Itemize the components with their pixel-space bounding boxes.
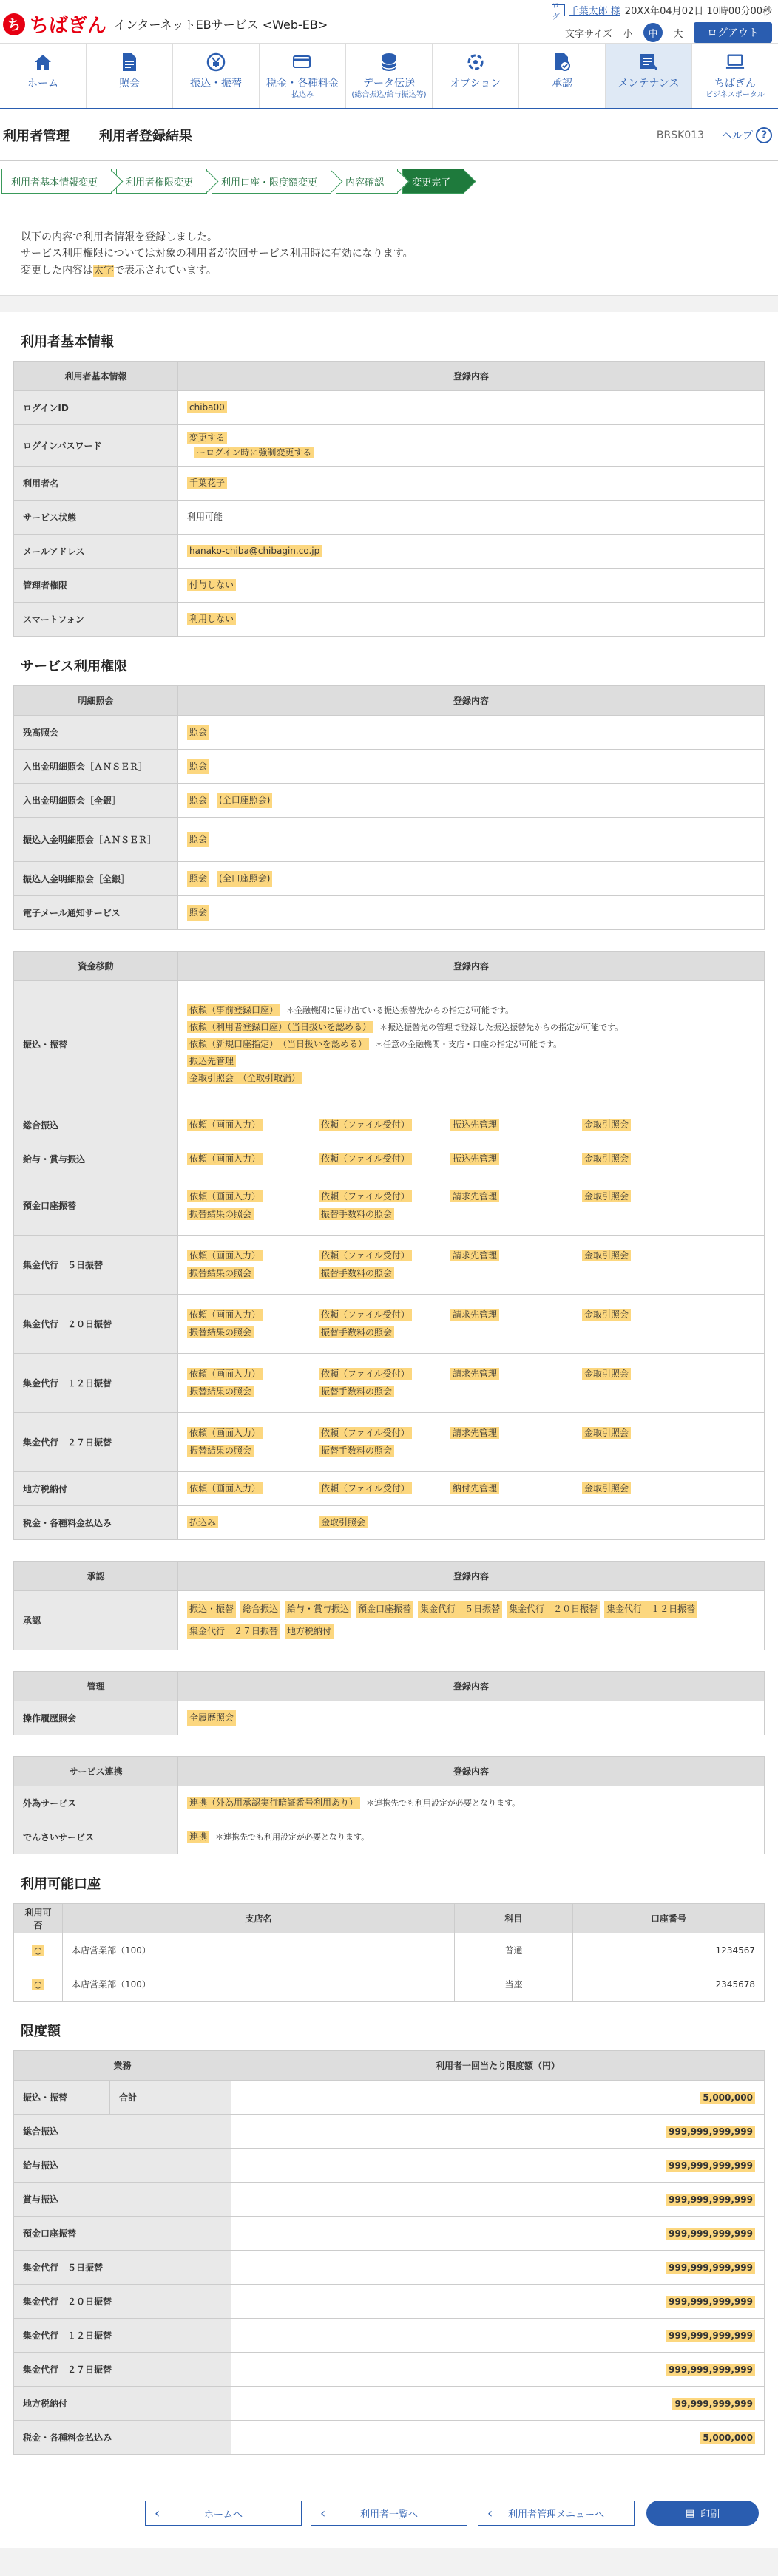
table-row (14, 716, 765, 750)
permission-item: 依頼（画面入力） (187, 1119, 263, 1131)
database-icon (379, 52, 399, 72)
permission-item: 預金口座振替 (356, 1601, 413, 1617)
column-header: 利用者基本情報 (14, 362, 178, 391)
permission-item: 振替手数料の照会 (319, 1445, 394, 1457)
table-row (14, 2251, 765, 2285)
maintenance-icon (639, 52, 658, 72)
field-value: chiba00 (187, 401, 227, 413)
table-row (14, 2183, 765, 2217)
field-label: 振込入金明細照会［全銀］ (14, 862, 178, 896)
permission-item: 請求先管理 (450, 1427, 499, 1439)
limit-value: 999,999,999,999 (666, 2194, 755, 2206)
permission-item: 請求先管理 (450, 1250, 499, 1261)
limit-value: 999,999,999,999 (666, 2160, 755, 2172)
table-row (14, 818, 765, 862)
permission-item: 振替結果の照会 (187, 1386, 254, 1397)
limits-table (13, 2050, 765, 2455)
permission-item: 照会 (187, 905, 209, 921)
nav-item-yen-circle[interactable] (173, 44, 260, 108)
table-row (14, 569, 765, 603)
login-datetime: 20XX年04月02日 10時00分00秒 (624, 6, 772, 17)
notice-line: サービス利用権限については対象の利用者が次回サービス利用時に有効になります。 (21, 248, 413, 260)
permission-item: 振込先管理 (187, 1055, 236, 1067)
brand-name: ちばぎん (30, 15, 107, 37)
table-row (14, 535, 765, 569)
column-header: 登録内容 (178, 952, 765, 981)
account-kind: 当座 (455, 1967, 573, 2002)
table-row (14, 1472, 765, 1506)
permission-note: ＊連携先でも利用設定が必要となります。 (215, 1832, 370, 1843)
column-header: 科目 (455, 1904, 573, 1933)
table-row (14, 1295, 765, 1354)
permission-item: 振込先管理 (450, 1119, 499, 1131)
permission-item: 振替手数料の照会 (319, 1208, 394, 1220)
laptop-icon (725, 52, 745, 72)
permission-item: 依頼（ファイル受付） (319, 1250, 412, 1261)
table-row (14, 501, 765, 535)
table-row (14, 1176, 765, 1236)
inquiry-permission-table (13, 685, 765, 930)
permission-item: 依頼（利用者登録口座）（当日扱いを認める） (187, 1021, 373, 1033)
permission-item: 金取引照会 (582, 1368, 631, 1380)
table-row (14, 2081, 765, 2115)
field-label: でんさいサービス (14, 1820, 178, 1854)
field-label: 集金代行 １２日振替 (14, 1354, 178, 1413)
basic-info-table (13, 361, 765, 637)
field-label: ログインパスワード (14, 425, 178, 467)
table-row (14, 2353, 765, 2387)
permission-item: 依頼（ファイル受付） (319, 1153, 412, 1165)
permission-item: 依頼（画面入力） (187, 1368, 263, 1380)
limit-value: 999,999,999,999 (666, 2262, 755, 2274)
table-row (14, 1506, 765, 1540)
section-title: 利用者管理 (3, 128, 70, 144)
field-label: スマートフォン (14, 603, 178, 637)
nav-label: 照会 (119, 78, 140, 89)
table-row (14, 2149, 765, 2183)
field-label: 総合振込 (14, 1108, 178, 1142)
footer-buttons (0, 2481, 778, 2548)
branch-name: 本店営業部（100） (63, 1967, 455, 2002)
limit-label: 給与振込 (14, 2149, 231, 2183)
basic-info-title: 利用者基本情報 (21, 334, 114, 350)
limit-label: 集金代行 ２７日振替 (14, 2353, 231, 2387)
table-row (14, 1142, 765, 1176)
permission-item: 振替結果の照会 (187, 1208, 254, 1220)
nav-sublabel: ビジネスポータル (706, 90, 765, 99)
home-icon (33, 52, 53, 72)
font-size-medium[interactable]: 中 (643, 23, 663, 42)
permission-item: 照会 (187, 759, 209, 774)
limit-label: 税金・各種料金払込み (14, 2421, 231, 2455)
permission-item: 払込み (187, 1516, 218, 1528)
top-header (0, 0, 778, 43)
limits-title: 限度額 (21, 2024, 61, 2040)
permission-item: 金取引照会 (582, 1482, 631, 1494)
column-header: 管理 (14, 1672, 178, 1701)
field-label: 集金代行 ５日振替 (14, 1236, 178, 1295)
table-row (14, 2217, 765, 2251)
permission-item: 振替結果の照会 (187, 1445, 254, 1457)
permission-item: 依頼（画面入力） (187, 1482, 263, 1494)
nav-label: ちばぎん (714, 78, 756, 89)
permission-item: 照会 (187, 725, 209, 740)
column-header: 登録内容 (178, 1562, 765, 1591)
progress-steps (1, 169, 778, 194)
permission-item: 振替手数料の照会 (319, 1267, 394, 1279)
permission-item: 振替手数料の照会 (319, 1326, 394, 1338)
column-header: 業務 (14, 2051, 231, 2081)
permission-item: 集金代行 ２７日振替 (187, 1624, 280, 1639)
limit-value: 999,999,999,999 (666, 2228, 755, 2240)
nav-label: オプション (450, 78, 501, 89)
field-label: 入出金明細照会［全銀］ (14, 784, 178, 818)
permission-item: 依頼（事前登録口座） (187, 1004, 280, 1016)
column-header: 資金移動 (14, 952, 178, 981)
nav-label: 承認 (552, 78, 572, 89)
column-header: 支店名 (63, 1904, 455, 1933)
table-row (14, 467, 765, 501)
nav-item-home[interactable] (0, 44, 87, 108)
screen-code: BRSK013 (656, 129, 704, 141)
limit-sublabel: 合計 (110, 2081, 231, 2115)
column-header: サービス連携 (14, 1757, 178, 1786)
column-header: 登録内容 (178, 1672, 765, 1701)
permission-item: 請求先管理 (450, 1190, 499, 1202)
option-icon (466, 52, 485, 72)
permission-item: 全履歴照会 (187, 1710, 236, 1726)
nav-label: データ伝送 (363, 78, 415, 89)
nav-sublabel: (総合振込/給与振込等) (351, 90, 427, 99)
permission-item: 給与・賞与振込 (285, 1601, 351, 1617)
field-label: 給与・賞与振込 (14, 1142, 178, 1176)
column-header: 利用者一回当たり限度額（円） (231, 2051, 765, 2081)
account-number: 2345678 (573, 1967, 765, 2002)
permission-item: 金取引照会 (582, 1153, 631, 1165)
table-row (14, 2285, 765, 2319)
help-label: ヘルプ (722, 129, 753, 142)
branch-name: 本店営業部（100） (63, 1933, 455, 1967)
limit-label: 預金口座振替 (14, 2217, 231, 2251)
help-icon: ? (756, 127, 772, 143)
permission-item: 照会 (187, 793, 209, 808)
limit-value: 5,000,000 (700, 2092, 755, 2104)
table-row (14, 391, 765, 425)
nav-item-database[interactable] (346, 44, 433, 108)
result-content (0, 312, 778, 2481)
permission-item: 金取引照会 (582, 1119, 631, 1131)
permission-item: 連携 (187, 1831, 209, 1843)
limit-label: 賞与振込 (14, 2183, 231, 2217)
field-label: サービス状態 (14, 501, 178, 535)
permission-item: 振替手数料の照会 (319, 1386, 394, 1397)
field-subvalue: ーログイン時に強制変更する (194, 447, 314, 458)
nav-item-laptop[interactable] (692, 44, 778, 108)
column-header: 登録内容 (178, 1757, 765, 1786)
table-row (14, 1413, 765, 1472)
limit-label: 地方税納付 (14, 2387, 231, 2421)
font-size-large[interactable]: 大 (673, 28, 683, 40)
limit-value: 999,999,999,999 (666, 2296, 755, 2308)
permission-note: ＊振込振替先の管理で登録した振込振替先からの指定が可能です。 (379, 1022, 623, 1032)
permission-item: 振替結果の照会 (187, 1267, 254, 1279)
field-label: 税金・各種料金払込み (14, 1506, 178, 1540)
table-row (14, 1108, 765, 1142)
limit-value: 5,000,000 (700, 2432, 755, 2444)
account-number: 1234567 (573, 1933, 765, 1967)
field-label: ログインID (14, 391, 178, 425)
nav-item-maintenance[interactable] (606, 44, 692, 108)
nav-label: 振込・振替 (190, 78, 242, 89)
table-row (14, 2319, 765, 2353)
user-menu-button[interactable]: ‹ 利用者管理メニューへ (478, 2501, 635, 2526)
field-label: メールアドレス (14, 535, 178, 569)
payment-card-icon (293, 52, 312, 72)
field-value: 利用可能 (187, 512, 223, 523)
user-icon: ログ (552, 4, 565, 16)
help-link[interactable] (722, 127, 772, 143)
permission-item: 振込・振替 (187, 1601, 236, 1617)
nav-item-approve[interactable] (519, 44, 606, 108)
admin-permission-table (13, 1671, 765, 1735)
field-label: 操作履歴照会 (14, 1701, 178, 1735)
result-notice (0, 210, 778, 296)
permission-item: 照会 (187, 832, 209, 847)
table-row (14, 896, 765, 930)
font-size-switcher (565, 22, 772, 43)
account-kind: 普通 (455, 1933, 573, 1967)
table-row (14, 2115, 765, 2149)
home-button[interactable]: ‹ ホームへ (145, 2501, 302, 2526)
permission-item: 金取引照会 (319, 1516, 368, 1528)
nav-sublabel: 払込み (291, 90, 314, 99)
table-row (14, 2421, 765, 2455)
printer-icon: ▤ (685, 2507, 695, 2519)
limit-value: 99,999,999,999 (672, 2398, 755, 2410)
page-title: 利用者登録結果 (99, 128, 192, 144)
table-row (14, 1933, 765, 1967)
permission-item: 照会 (187, 871, 209, 887)
permission-item: 総合振込 (240, 1601, 280, 1617)
user-name-link[interactable]: 千葉太郎 様 (569, 6, 620, 17)
step-5: 変更完了 (402, 169, 464, 194)
column-header: 登録内容 (178, 686, 765, 716)
field-value: 変更する (187, 432, 227, 444)
permission-item: 金取引照会 (582, 1427, 631, 1439)
logout-button[interactable]: ログアウト (694, 22, 772, 43)
notice-line: 変更した内容は太字で表示されています。 (21, 264, 217, 277)
field-label: 集金代行 ２７日振替 (14, 1413, 178, 1472)
yen-circle-icon (206, 52, 226, 72)
user-info (552, 1, 772, 21)
limit-label: 振込・振替 (14, 2081, 110, 2115)
permission-item: 納付先管理 (450, 1482, 499, 1494)
permission-item: 金取引照会 (582, 1250, 631, 1261)
permission-item: (全口座照会) (217, 793, 272, 808)
field-label: 振込入金明細照会［ＡＮＳＥＲ］ (14, 818, 178, 862)
field-value: 千葉花子 (187, 477, 227, 489)
table-row (14, 603, 765, 637)
permission-item: 依頼（画面入力） (187, 1427, 263, 1439)
nav-label: 税金・各種料金 (266, 78, 339, 89)
global-navigation (0, 43, 778, 109)
table-row (14, 425, 765, 467)
user-list-button[interactable]: ‹ 利用者一覧へ (311, 2501, 467, 2526)
service-link-table (13, 1756, 765, 1854)
service-permission-title: サービス利用権限 (21, 659, 127, 675)
permission-item: 集金代行 ５日振替 (418, 1601, 502, 1617)
print-button[interactable]: ▤ 印刷 (646, 2501, 759, 2526)
permission-item: 依頼（画面入力） (187, 1309, 263, 1321)
field-label: 預金口座振替 (14, 1176, 178, 1236)
step-2: 利用者権限変更 (116, 169, 207, 194)
permission-item: 集金代行 １２日振替 (604, 1601, 697, 1617)
permission-item: 請求先管理 (450, 1368, 499, 1380)
permission-note: ＊任意の金融機関・支店・口座の指定が可能です。 (375, 1040, 562, 1050)
table-row (14, 1820, 765, 1854)
permission-item: 依頼（画面入力） (187, 1250, 263, 1261)
permission-item: 依頼（ファイル受付） (319, 1309, 412, 1321)
bold-sample: 太字 (93, 264, 114, 277)
permission-item: 依頼（画面入力） (187, 1153, 263, 1165)
table-row (14, 1591, 765, 1650)
limit-label: 集金代行 １２日振替 (14, 2319, 231, 2353)
field-value: 付与しない (187, 579, 236, 591)
limit-label: 集金代行 ２０日振替 (14, 2285, 231, 2319)
limit-value: 999,999,999,999 (666, 2330, 755, 2342)
table-row (14, 1701, 765, 1735)
page-header (0, 109, 778, 161)
nav-item-option[interactable] (433, 44, 519, 108)
field-label: 入出金明細照会［ＡＮＳＥＲ］ (14, 750, 178, 784)
table-row (14, 981, 765, 1108)
field-label: 外為サービス (14, 1786, 178, 1820)
permission-item: 依頼（ファイル受付） (319, 1427, 412, 1439)
field-label: 地方税納付 (14, 1472, 178, 1506)
limit-value: 999,999,999,999 (666, 2364, 755, 2376)
table-row (14, 2387, 765, 2421)
accounts-table (13, 1903, 765, 2002)
permission-item: 依頼（ファイル受付） (319, 1190, 412, 1202)
nav-label: メンテナンス (618, 78, 680, 89)
limit-label: 集金代行 ５日振替 (14, 2251, 231, 2285)
accounts-title: 利用可能口座 (21, 1877, 101, 1893)
permission-item: 請求先管理 (450, 1309, 499, 1321)
permission-item: 集金代行 ２０日振替 (507, 1601, 600, 1617)
nav-label: ホーム (27, 78, 58, 89)
transfer-permission-table (13, 951, 765, 1540)
permission-note: ＊連携先でも利用設定が必要となります。 (366, 1798, 521, 1809)
permission-item: 振替結果の照会 (187, 1326, 254, 1338)
table-row (14, 1967, 765, 2002)
font-size-label: 文字サイズ (565, 28, 612, 40)
permission-item: 金取引照会 （全取引取消） (187, 1072, 302, 1084)
permission-item: 金取引照会 (582, 1190, 631, 1202)
field-label: 振込・振替 (14, 981, 178, 1108)
field-label: 電子メール通知サービス (14, 896, 178, 930)
field-label: 利用者名 (14, 467, 178, 501)
field-label: 承認 (14, 1591, 178, 1650)
column-header: 明細照会 (14, 686, 178, 716)
field-value: hanako-chiba@chibagin.co.jp (187, 545, 322, 557)
field-label: 残高照会 (14, 716, 178, 750)
permission-item: 依頼（ファイル受付） (319, 1368, 412, 1380)
permission-item: 依頼（ファイル受付） (319, 1119, 412, 1131)
nav-item-document[interactable] (87, 44, 173, 108)
permission-item: 依頼（ファイル受付） (319, 1482, 412, 1494)
permission-item: 金取引照会 (582, 1309, 631, 1321)
available-flag: ○ (32, 1979, 44, 1990)
logo-mark-icon: ち (3, 13, 25, 35)
permission-note: ＊金融機関に届け出ている振込振替先からの指定が可能です。 (286, 1005, 514, 1015)
notice-line: 以下の内容で利用者情報を登録しました。 (21, 231, 217, 243)
column-header: 口座番号 (573, 1904, 765, 1933)
limit-label: 総合振込 (14, 2115, 231, 2149)
table-row (14, 784, 765, 818)
nav-item-payment-card[interactable] (260, 44, 346, 108)
table-row (14, 1236, 765, 1295)
available-flag: ○ (32, 1945, 44, 1956)
approve-icon (552, 52, 572, 72)
column-header: 承認 (14, 1562, 178, 1591)
document-icon (120, 52, 139, 72)
approval-permission-table (13, 1561, 765, 1650)
field-label: 集金代行 ２０日振替 (14, 1295, 178, 1354)
table-row (14, 750, 765, 784)
permission-item: 振込先管理 (450, 1153, 499, 1165)
table-row (14, 1786, 765, 1820)
field-value: 利用しない (187, 613, 236, 625)
step-3: 利用口座・限度額変更 (212, 169, 331, 194)
limit-value: 999,999,999,999 (666, 2126, 755, 2138)
column-header: 利用可否 (14, 1904, 63, 1933)
bank-logo[interactable] (3, 10, 328, 38)
permission-item: 地方税納付 (285, 1624, 334, 1639)
main-area (0, 210, 778, 2576)
table-row (14, 1354, 765, 1413)
table-row (14, 862, 765, 896)
service-name: インターネットEBサービス <Web-EB> (114, 18, 328, 32)
permission-item: 連携（外為用承認実行暗証番号利用あり） (187, 1797, 360, 1809)
field-label: 管理者権限 (14, 569, 178, 603)
step-1: 利用者基本情報変更 (1, 169, 112, 194)
permission-item: 依頼（新規口座指定） （当日扱いを認める） (187, 1038, 369, 1050)
step-4: 内容確認 (336, 169, 398, 194)
column-header: 登録内容 (178, 362, 765, 391)
permission-item: 依頼（画面入力） (187, 1190, 263, 1202)
font-size-small[interactable]: 小 (623, 28, 633, 40)
permission-item: (全口座照会) (217, 871, 272, 887)
